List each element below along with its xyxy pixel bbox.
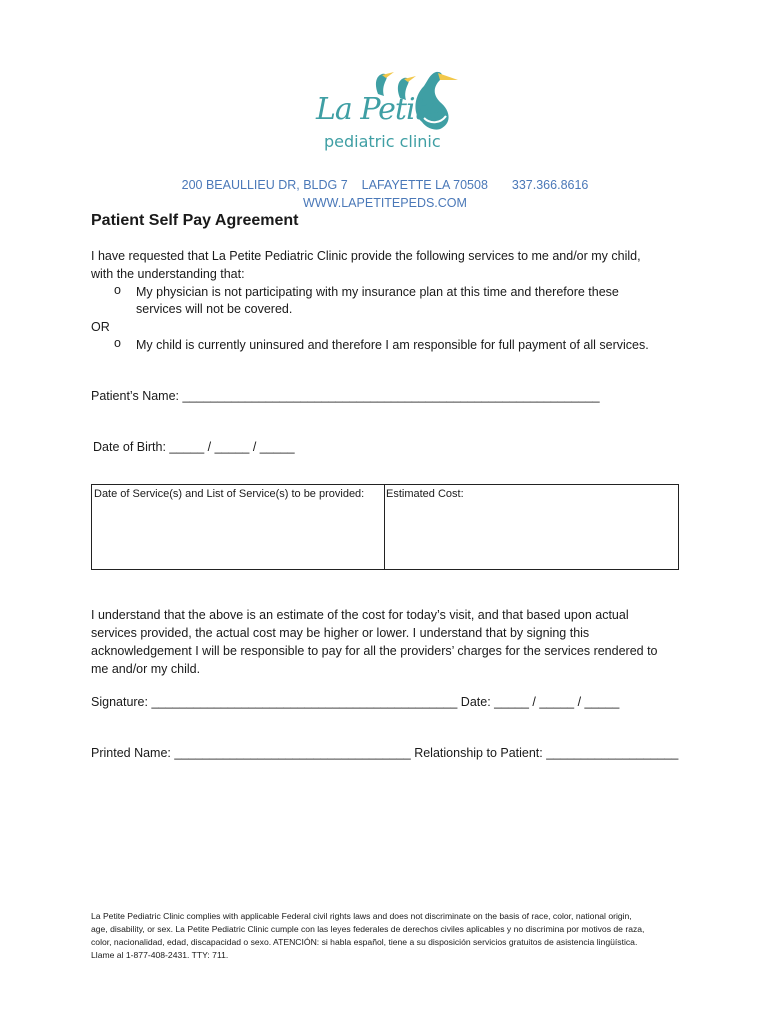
acknowledgement-line-1: I understand that the above is an estimate of the cost for today’s visit, and that based upon actual bbox=[91, 608, 629, 622]
street-address: 200 BEAULLIEU DR, BLDG 7 bbox=[181, 178, 348, 192]
services-column-header: Date of Service(s) and List of Service(s) to be provided: bbox=[94, 488, 365, 500]
acknowledgement-line-2: services provided, the actual cost may be higher or lower. I understand that by signing this bbox=[91, 626, 590, 640]
signature-date-field[interactable]: Signature: ____________________________________________ Date: _____ / _____ / _____ bbox=[91, 695, 620, 709]
cost-column-header: Estimated Cost: bbox=[386, 488, 464, 500]
notice-line-3: color, nacionalidad, edad, discapacidad o sexo. ATENCIÓN: si habla español, tiene a su disposición servicios gratuitos de asistencia lingüística. bbox=[91, 937, 638, 947]
option-2-text: My child is currently uninsured and therefore I am responsible for full payment of all services. bbox=[136, 338, 649, 352]
option-1-line-2: services will not be covered. bbox=[136, 302, 293, 316]
intro-text-line-2: with the understanding that: bbox=[91, 267, 245, 281]
city-state-zip: LAFAYETTE LA 70508 bbox=[361, 178, 488, 192]
nondiscrimination-notice bbox=[91, 910, 681, 962]
printed-name-relationship-field[interactable]: Printed Name: __________________________________ Relationship to Patient: ___________________ bbox=[91, 746, 679, 760]
bullet-marker: o bbox=[114, 283, 121, 297]
table-divider bbox=[384, 485, 385, 569]
logo-tagline: pediatric clinic bbox=[324, 132, 441, 151]
logo-name: La Petite bbox=[316, 92, 443, 127]
clinic-logo bbox=[312, 66, 462, 162]
notice-line-1: La Petite Pediatric Clinic complies with applicable Federal civil rights laws and does not discriminate on the basis of race, color, national origin, bbox=[91, 911, 632, 921]
date-of-birth-field[interactable]: Date of Birth: _____ / _____ / _____ bbox=[93, 440, 295, 454]
address-line bbox=[0, 178, 770, 192]
services-table bbox=[91, 484, 679, 570]
acknowledgement-line-4: me and/or my child. bbox=[91, 662, 201, 676]
or-label: OR bbox=[91, 320, 110, 334]
patient-name-field[interactable]: Patient’s Name: ____________________________________________________________ bbox=[91, 389, 600, 403]
notice-line-4: Llame al 1-877-408-2431. TTY: 711. bbox=[91, 950, 229, 960]
acknowledgement-line-3: acknowledgement I will be responsible to pay for all the providers’ charges for the services rendered to bbox=[91, 644, 658, 658]
option-1-line-1: My physician is not participating with my insurance plan at this time and therefore these bbox=[136, 285, 619, 299]
notice-line-2: age, disability, or sex. La Petite Pediatric Clinic cumple con las leyes federales de derechos civiles aplicables y no discrimina por motivos de raza, bbox=[91, 924, 645, 934]
page-title: Patient Self Pay Agreement bbox=[91, 212, 299, 229]
phone-number: 337.366.8616 bbox=[511, 178, 589, 192]
bullet-marker: o bbox=[114, 336, 121, 350]
intro-text-line-1: I have requested that La Petite Pediatric Clinic provide the following services to me and/or my child, bbox=[91, 249, 641, 263]
website-link[interactable]: WWW.LAPETITEPEDS.COM bbox=[303, 196, 467, 210]
